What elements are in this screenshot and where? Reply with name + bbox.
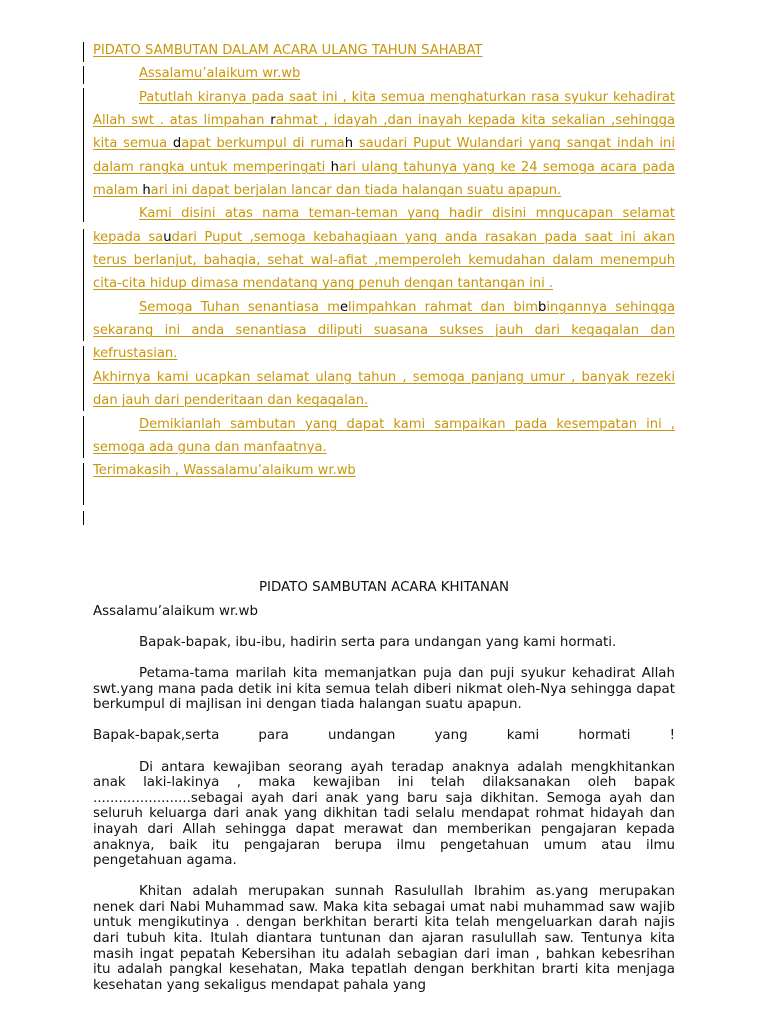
change-bar	[83, 416, 84, 458]
change-bar	[83, 511, 84, 525]
speech-1-tracked-text	[93, 39, 675, 483]
speech-2-paragraph-2: Petama-tama marilah kita memanjatkan puja dan puji syukur kehadirat Allah swt.yang mana pada detik ini kita semua telah diberi nikmat oleh-Nya sehingga dapat berkumpul di majlisan ini dengan tiada halangan suatu apapun.	[93, 665, 675, 713]
speech-1-greeting: Assalamu’alaikum wr.wb	[139, 66, 301, 82]
speech-1-title: PIDATO SAMBUTAN DALAM ACARA ULANG TAHUN SAHABAT	[93, 43, 483, 58]
change-bar	[83, 42, 84, 62]
speech-1-paragraph-3: Semoga Tuhan senantiasa melimpahkan rahmat dan bimbingannya sehingga sekarang ini anda senantiasa diliputi suasana sukses jauh dari kegagalan dan kefrustasian.	[93, 299, 675, 362]
change-bar	[83, 463, 84, 505]
speech-1-paragraph-5: Demikianlah sambutan yang dapat kami sampaikan pada kesempatan ini , semoga ada guna dan manfaatnya.	[93, 416, 675, 455]
change-bar	[83, 346, 84, 411]
speech-1-paragraph-4: Akhirnya kami ucapkan selamat ulang tahun , semoga panjang umur , banyak rezeki dan jauh dari penderitaan dan kegagalan.	[93, 369, 675, 409]
speech-2-title: PIDATO SAMBUTAN ACARA KHITANAN	[258, 580, 510, 595]
speech-2-paragraph-3: Bapak-bapak,serta para undangan yang kami hormati !	[93, 728, 675, 744]
speech-2-greeting: Assalamu’alaikum wr.wb	[93, 603, 258, 619]
speech-1-paragraph-1: Patutlah kiranya pada saat ini , kita semua menghaturkan rasa syukur kehadirat Allah swt . atas limpahan rahmat , idayah ,dan inayah kepada kita sekalian ,sehingga kita semua dapat berkumpul di rumah saudari Puput Wulandari yang sangat indah ini dalam rangka untuk memperingati hari ulang tahunya yang ke 24 semoga acara pada malam hari ini dapat berjalan lancar dan tiada halangan suatu apapun.	[93, 89, 676, 199]
speech-2-paragraph-1: Bapak-bapak, ibu-ibu, hadirin serta para undangan yang kami hormati.	[139, 634, 617, 650]
speech-1-closing: Terimakasih , Wassalamu’alaikum wr.wb	[93, 463, 356, 479]
speech-2-paragraph-4: Di antara kewajiban seorang ayah teradap anaknya adalah mengkhitankan anak laki-lakinya , maka kewajiban ini telah dilaksanakan oleh bapak .......................sebagai ayah dari anak yang baru saja dikhitan. Semoga ayah dan seluruh keluarga dari anak yang dikhitan tadi selalu mendapat rohmat hidayah dan inayah dari Allah sehingga dapat merawat dan memberikan pengajaran kepada anaknya, baik itu pengajaran berupa ilmu pengetahuan umum atau ilmu pengetahuan agama.	[93, 759, 675, 869]
change-bar	[83, 66, 84, 84]
change-bar	[83, 229, 84, 341]
speech-1-paragraph-2: Kami disini atas nama teman-teman yang hadir disini mngucapan selamat kepada saudari Puput ,semoga kebahagiaan yang anda rasakan pada saat ini akan terus berlanjut, bahagia, sehat wal-afiat ,memperoleh kemudahan dalam menempuh cita-cita hidup dimasa mendatang yang penuh dengan tantangan ini .	[93, 206, 675, 292]
speech-2-paragraph-5: Khitan adalah merupakan sunnah Rasulullah Ibrahim as.yang merupakan nenek dari Nabi Muhammad saw. Maka kita sebagai umat nabi muhammad saw wajib untuk mengikutinya . dengan berkhitan berarti kita telah mengeluarkan darah najis dari tubuh kita. Itulah diantara tuntunan dan ajaran rasulullah saw. Tentunya kita masih ingat pepatah Kebersihan itu adalah sebagian dari iman , bahkan kebesrihan itu adalah pangkal kesehatan, Maka tepatlah dengan berkhitan brarti kita menjaga kesehatan yang sekaligus mendapat pahala yang	[93, 884, 675, 993]
speech-2-text	[93, 580, 675, 993]
change-bar	[83, 88, 84, 222]
